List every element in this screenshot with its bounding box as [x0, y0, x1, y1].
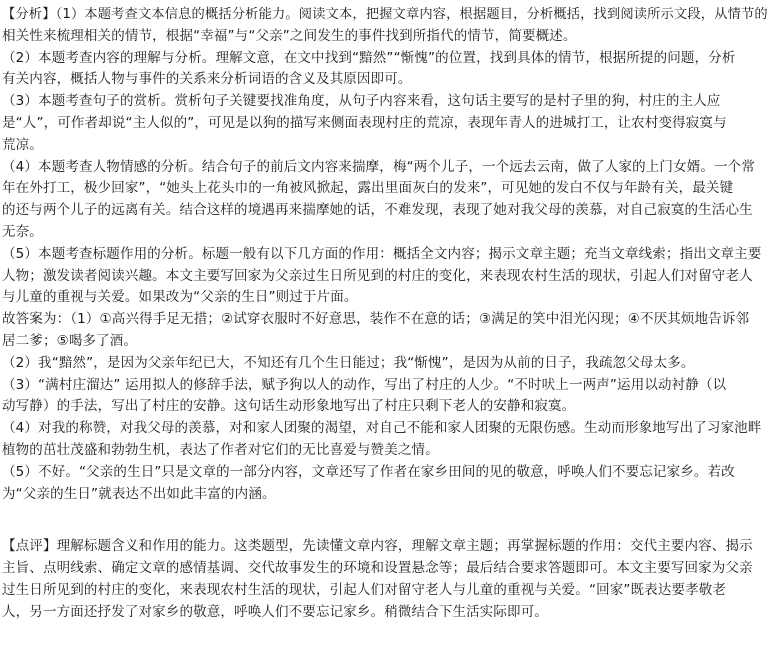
comment-line: 【点评】理解标题含义和作用的能力。这类题型，先读懂文章内容，理解文章主题；再掌握标题的作用：交代主要内容、揭示: [2, 538, 753, 555]
analysis-line: 的还与两个儿子的远离有关。结合这样的境遇再来揣摩她的话，不难发现，表现了她对我父母的羡慕，对自己寂寞的生活心生: [2, 202, 753, 219]
analysis-line: 无奈。: [2, 223, 43, 240]
analysis-line: 【分析】（1）本题考查文本信息的概括分析能力。阅读文本，把握文章内容，根据题目，分析概括，找到阅读所示文段，从情节的: [2, 7, 768, 22]
analysis-line: （5）本题考查标题作用的分析。标题一般有以下几方面的作用：概括全文内容；揭示文章主题；充当文章线索；指出文章主要: [2, 245, 762, 262]
analysis-section: [2, 4, 776, 309]
answer-line: （2）我“黯然”，是因为父亲年纪已大，不知还有几个生日能过；我“惭愧”，是因为从前的日子，我疏忽父母太多。: [2, 354, 695, 371]
answer-line: 动写静）的手法，写出了村庄的安静。这句话生动形象地写出了村庄只剩下老人的安静和寂寞。: [2, 398, 576, 415]
analysis-line: 年在外打工，极少回家”，“她头上花头巾的一角被风掀起，露出里面灰白的发来”，可见她的发白不仅与年龄有关，最关键: [2, 180, 734, 197]
analysis-line: 荒凉。: [2, 136, 43, 153]
answer-section: [2, 309, 776, 505]
analysis-line: 相关性来梳理相关的情节，根据“幸福”与“父亲”之间发生的事件找到所指代的情节，简要概述。: [2, 27, 577, 44]
analysis-line: 与儿童的重视与关爱。如果改为“父亲的生日”则过于片面。: [2, 289, 358, 306]
comment-section: [2, 536, 776, 623]
answer-line: （3）“满村庄溜达” 运用拟人的修辞手法，赋予狗以人的动作，写出了村庄的人少。“不时吠上一两声”运用以动衬静（以: [2, 376, 727, 393]
comment-line: 人，另一方面还抒发了对家乡的敬意，呼唤人们不要忘记家乡。稍微结合下生活实际即可。: [2, 603, 548, 620]
answer-line: 植物的茁壮茂盛和勃勃生机，表达了作者对它们的无比喜爱与赞美之情。: [2, 441, 439, 458]
section-spacer: [2, 505, 776, 536]
answer-line: 为“父亲的生日”就表达不出如此丰富的内涵。: [2, 485, 276, 502]
analysis-line: （2）本题考查内容的理解与分析。理解文意，在文中找到“黯然”“惭愧”的位置，找到具体的情节，根据所提的问题，分析: [2, 49, 736, 66]
document: [2, 4, 776, 624]
analysis-line: （4）本题考查人物情感的分析。结合句子的前后文内容来揣摩，梅“两个儿子，一个远去云南，做了人家的上门女婿。一个常: [2, 158, 755, 175]
analysis-line: 是“人”，可作者却说“主人似的”，可见是以狗的描写来侧面表现村庄的荒凉，表现年青人的进城打工，让农村变得寂寞与: [2, 114, 727, 131]
answer-line: （5）不好。“父亲的生日”只是文章的一部分内容，文章还写了作者在家乡田间的见的敬意，呼唤人们不要忘记家乡。若改: [2, 463, 735, 480]
answer-line: 故答案为：（1）①高兴得手足无措；②试穿衣服时不好意思，装作不在意的话；③满足的笑中泪光闪现；④不厌其烦地告诉邻: [2, 311, 750, 328]
answer-line: （4）对我的称赞，对我父母的羡慕，对和家人团聚的渴望，对自己不能和家人团聚的无限伤感。生动而形象地写出了习家池畔: [2, 420, 762, 437]
answer-line: 居二爹；⑤喝多了酒。: [2, 332, 138, 349]
comment-line: 主旨、点明线索、确定文章的感情基调、交代故事发生的环境和设置悬念等；最后结合要求答题即可。本文主要写回家为父亲: [2, 560, 753, 577]
analysis-line: 人物；激发读者阅读兴趣。本文主要写回家为父亲过生日所见到的村庄的变化，来表现农村生活的现状，引起人们对留守老人: [2, 267, 753, 284]
analysis-line: 有关内容，概括人物与事件的关系来分析词语的含义及其原因即可。: [2, 71, 412, 88]
analysis-line: （3）本题考查句子的赏析。赏析句子关键要找准角度，从句子内容来看，这句话主要写的是村子里的狗，村庄的主人应: [2, 93, 721, 110]
comment-line: 过生日所见到的村庄的变化，来表现农村生活的现状，引起人们对留守老人与儿童的重视与关爱。“回家”既表达要孝敬老: [2, 581, 727, 598]
